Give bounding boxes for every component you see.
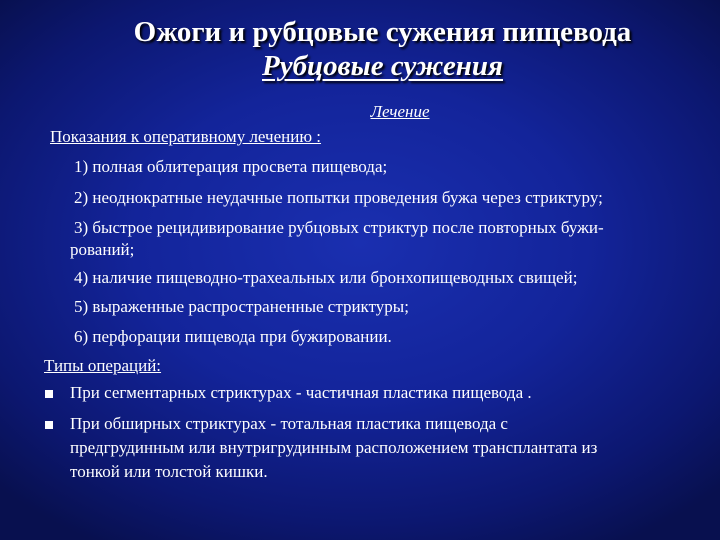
slide-title: Ожоги и рубцовые сужения пищевода — [133, 16, 632, 48]
indication-item-6: 6) перфорации пищевода при бужировании. — [74, 327, 392, 346]
operation-item-2-line-3: тонкой или толстой кишки. — [70, 462, 268, 481]
operations-heading: Типы операций: — [44, 356, 162, 375]
indication-item-2: 2) неоднократные неудачные попытки проведения бужа через стриктуру; — [74, 188, 603, 207]
square-bullet-icon — [45, 421, 53, 429]
indication-item-4: 4) наличие пищеводно-трахеальных или бронхопищеводных свищей; — [74, 268, 578, 287]
square-bullet-icon — [45, 390, 53, 398]
treatment-label: Лечение — [370, 102, 430, 121]
slide-subtitle: Рубцовые сужения — [262, 50, 503, 82]
indication-item-5: 5) выраженные распространенные стриктуры; — [74, 297, 409, 316]
indications-heading: Показания к оперативному лечению : — [50, 127, 322, 146]
indication-item-3: 3) быстрое рецидивирование рубцовых стриктур после повторных бужи- — [74, 218, 604, 237]
indication-item-1: 1) полная облитерация просвета пищевода; — [74, 157, 388, 176]
operation-item-1: При сегментарных стриктурах - частичная пластика пищевода . — [70, 383, 532, 402]
indication-item-3-continued: рований; — [70, 240, 135, 259]
operation-item-2-line-2: предгрудинным или внутригрудинным расположением трансплантата из — [70, 438, 598, 457]
operation-item-2: При обширных стриктурах - тотальная пластика пищевода с — [70, 414, 508, 433]
